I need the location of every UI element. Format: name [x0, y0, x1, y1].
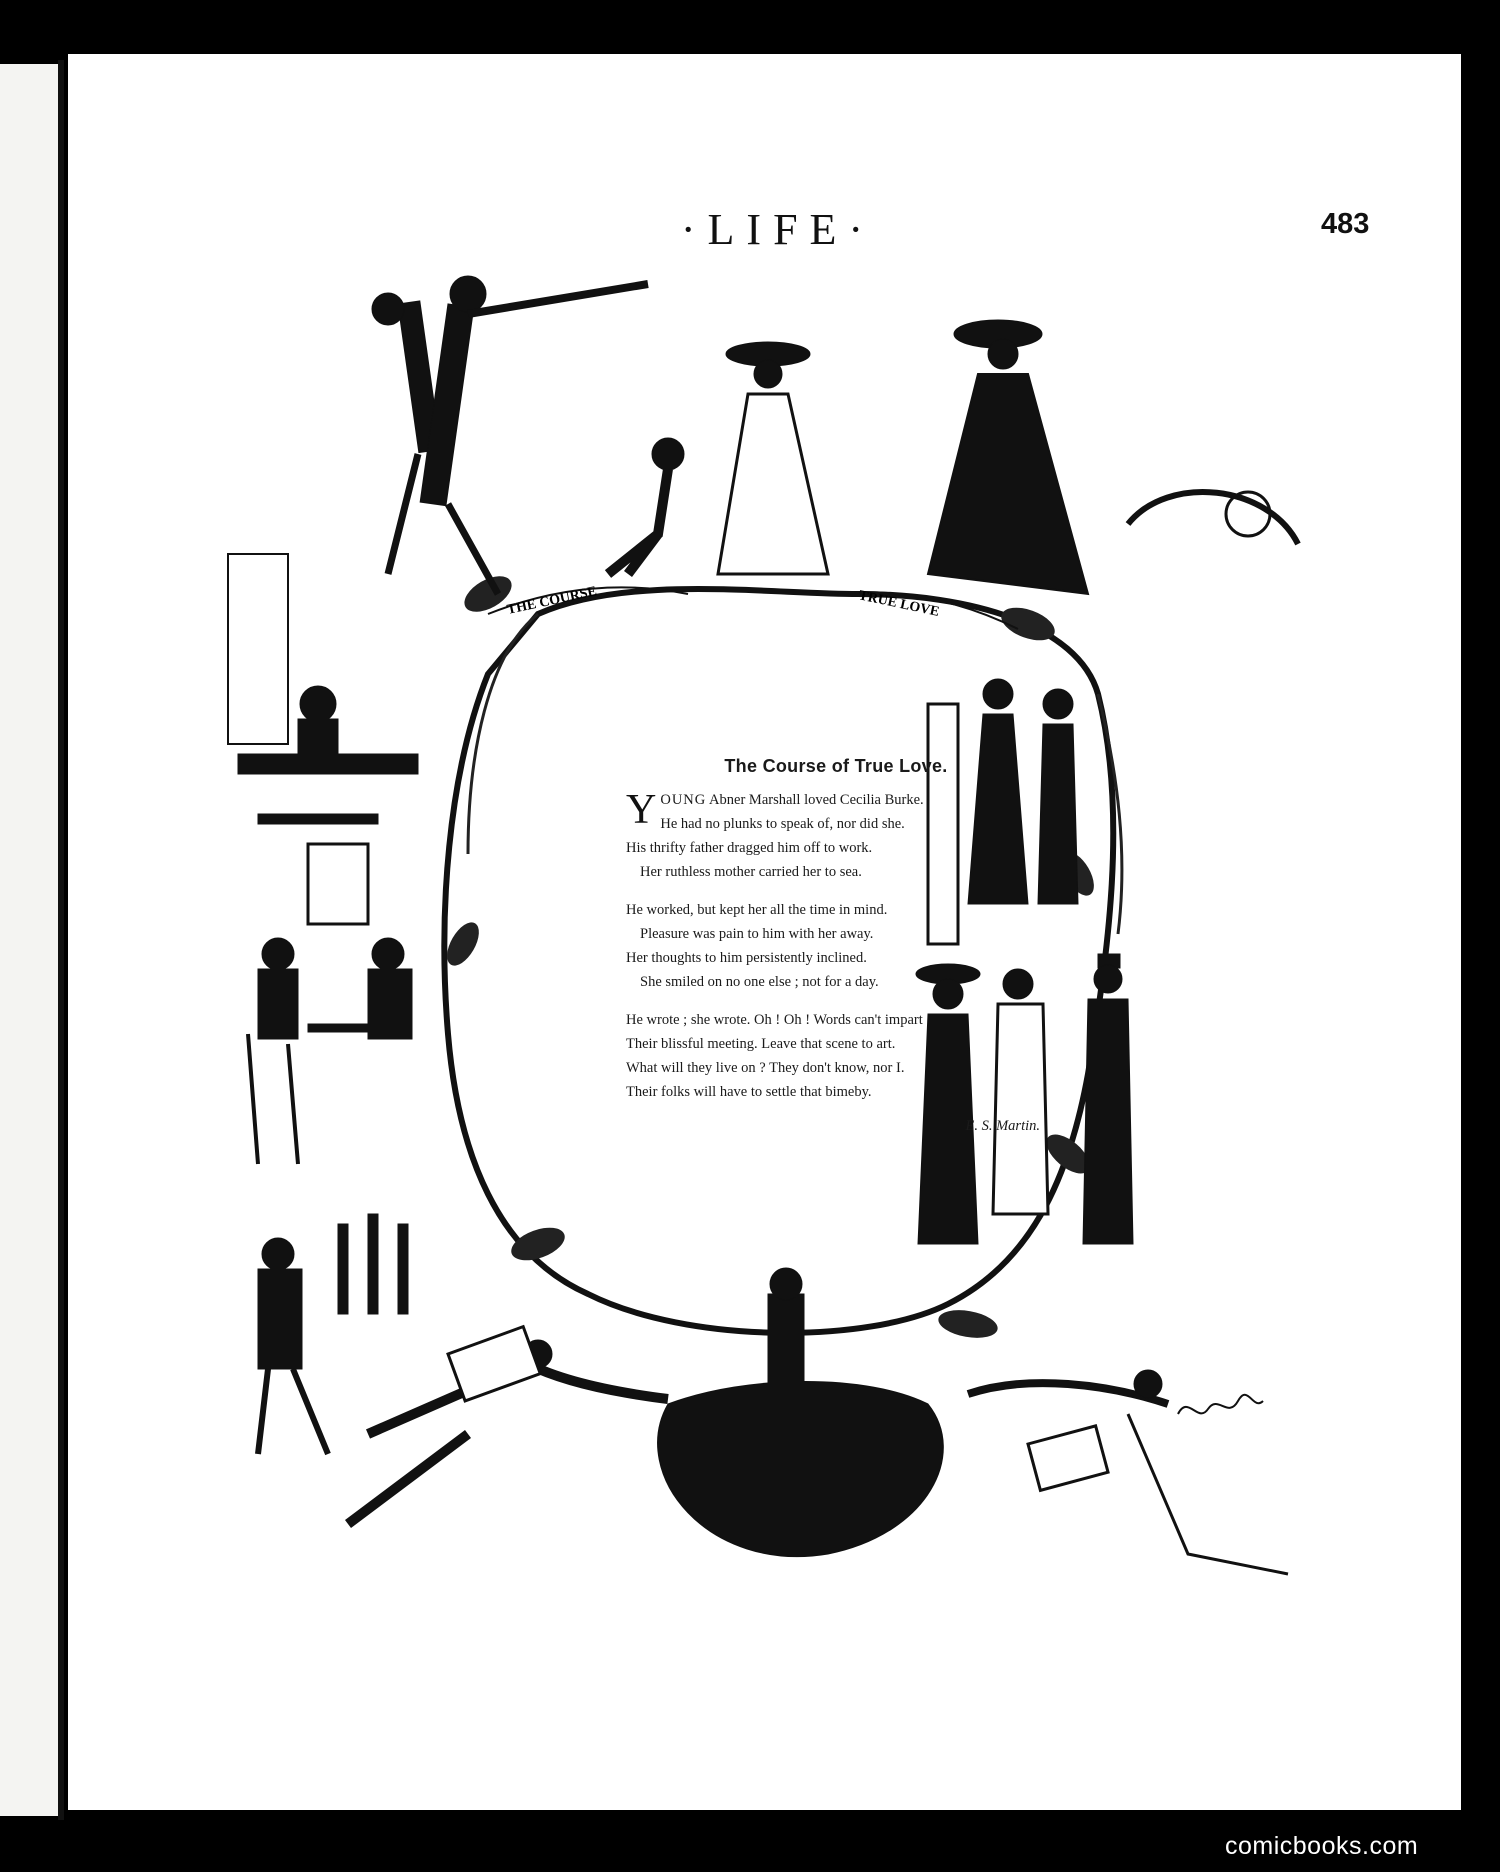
figures-left-ballroom — [258, 1214, 408, 1454]
poem-title: The Course of True Love. — [724, 756, 948, 776]
figures-top-left — [372, 276, 648, 594]
poem-line: His thrifty father dragged him off to work. — [626, 840, 873, 856]
poem-line: He wrote ; she wrote. Oh ! Oh ! Words can't impart — [626, 1012, 923, 1028]
page-gutter — [58, 60, 64, 1820]
poem-line: She smiled on no one else ; not for a day. — [640, 974, 879, 990]
poem-line: Pleasure was pain to him with her away. — [640, 926, 874, 942]
figures-proposal — [608, 342, 828, 574]
facing-page-edge — [0, 64, 60, 1816]
poem-line: He had no plunks to speak of, nor did she. — [660, 816, 905, 832]
poem-line: What will they live on ? They don't know, nor I. — [626, 1060, 905, 1076]
banner-left: THE COURSE — [505, 584, 599, 618]
line-text: Abner Marshall loved Cecilia Burke. — [706, 792, 924, 808]
figures-left-dining — [248, 938, 412, 1164]
first-word: OUNG — [660, 792, 707, 808]
poem-line: Her thoughts to him persistently inclined. — [626, 950, 867, 966]
stanza-2 — [626, 898, 1046, 994]
poem-author: E. S. Martin. — [965, 1118, 1040, 1134]
drop-cap: Y — [626, 787, 657, 833]
figures-top-right — [928, 320, 1298, 594]
magazine-page — [68, 54, 1461, 1810]
scan-border — [1461, 40, 1500, 1830]
masthead-title: ·LIFE· — [680, 205, 876, 254]
figures-left-desk — [228, 554, 418, 924]
poem-line: Their folks will have to settle that bimeby. — [626, 1084, 872, 1100]
stanza-1 — [626, 788, 1046, 884]
stanza-3 — [626, 1008, 1046, 1104]
banner-right: TRUE LOVE — [857, 588, 941, 620]
poem-line: He worked, but kept her all the time in mind. — [626, 902, 888, 918]
signature — [1178, 1395, 1263, 1414]
watermark: comicbooks.com — [1225, 1832, 1419, 1860]
poem — [626, 754, 1046, 1138]
poem-line: Their blissful meeting. Leave that scene to art. — [626, 1036, 896, 1052]
page-number: 483 — [1321, 208, 1370, 240]
poem-line: Her ruthless mother carried her to sea. — [640, 864, 862, 880]
figures-bottom — [348, 1268, 1288, 1574]
